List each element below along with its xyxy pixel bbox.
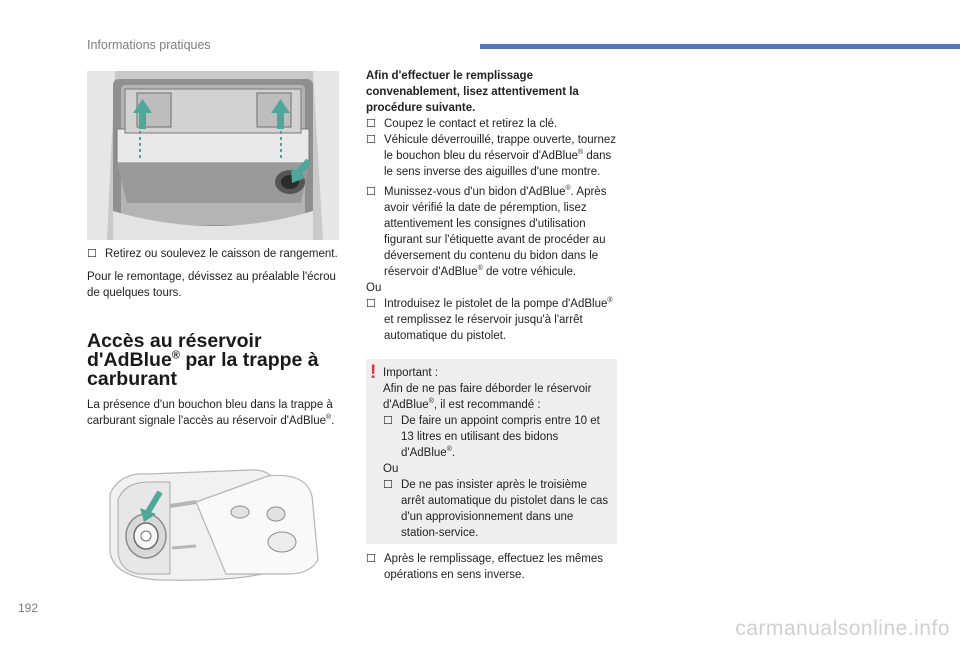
check-box-icon: ☐ (366, 553, 376, 565)
fuel-flap-illustration (100, 456, 330, 586)
step-remove-storage-box: ☐ Retirez ou soulevez le caisson de rangement. (87, 248, 338, 260)
check-box-icon: ☐ (87, 248, 97, 260)
step-pump-nozzle: ☐ Introduisez le pistolet de la pompe d'AdBlue® et remplissez le réservoir jusqu'à l'arrêt automatique du pistolet. (366, 297, 613, 342)
check-box-icon: ☐ (383, 479, 393, 491)
trunk-storage-photo (87, 71, 339, 240)
check-box-icon: ☐ (366, 118, 376, 130)
section-heading: Accès au réservoir d'AdBlue® par la trappe à carburant (87, 330, 319, 390)
step-switch-off-ignition: ☐ Coupez le contact et retirez la clé. (366, 118, 558, 130)
important-notice-box: ! Important : Afin de ne pas faire déborder le réservoir d'AdBlue®, il est recommandé : ☐ De faire un appoint compris entre 10 et 13 litres en utilisant des bidons d'AdBlue®. Ou ☐ De ne pas insister après le troisième arrêt automatique du pistolet dans le cas d'un approvisionnement dans une station-service. (366, 359, 617, 544)
check-box-icon: ☐ (366, 134, 376, 146)
header-accent-bar (480, 44, 960, 49)
intro-paragraph: La présence d'un bouchon bleu dans la trappe à carburant signale l'accès au réservoir d'AdBlue®. (87, 399, 335, 427)
watermark-text: carmanualsonline.info (735, 617, 950, 640)
step-adblue-can: ☐ Munissez-vous d'un bidon d'AdBlue®. Après avoir vérifié la date de péremption, lisez attentivement les consignes d'utilisation figurant sur l'étiquette avant de procéder au déversement du contenu du bidon dans le réservoir d'AdBlue® de votre véhicule. (366, 185, 607, 278)
page-header-title: Informations pratiques (87, 38, 211, 52)
important-title: Important : (383, 367, 438, 379)
or-separator: Ou (366, 282, 382, 294)
reassembly-note: Pour le remontage, dévissez au préalable l'écrou de quelques tours. (87, 271, 336, 299)
check-box-icon: ☐ (366, 298, 376, 310)
important-or: Ou (383, 463, 399, 475)
warning-exclamation-icon: ! (370, 362, 377, 383)
step-reverse-operations: ☐ Après le remplissage, effectuez les mêmes opérations en sens inverse. (366, 553, 604, 581)
procedure-intro: Afin d'effectuer le remplissage convenablement, lisez attentivement la procédure suivante. (366, 70, 579, 114)
step-turn-blue-cap: ☐ Véhicule déverrouillé, trappe ouverte, tournez le bouchon bleu du réservoir d'AdBlue® dans le sens inverse des aiguilles d'une montre. (366, 134, 617, 178)
check-box-icon: ☐ (366, 186, 376, 198)
important-bullet-top-up: ☐ De faire un appoint compris entre 10 et 13 litres en utilisant des bidons d'AdBlue®. (383, 415, 600, 459)
check-box-icon: ☐ (383, 415, 393, 427)
important-bullet-no-insist: ☐ De ne pas insister après le troisième arrêt automatique du pistolet dans le cas d'un approvisionnement dans une station-service. (383, 479, 609, 539)
page-number: 192 (18, 601, 39, 615)
